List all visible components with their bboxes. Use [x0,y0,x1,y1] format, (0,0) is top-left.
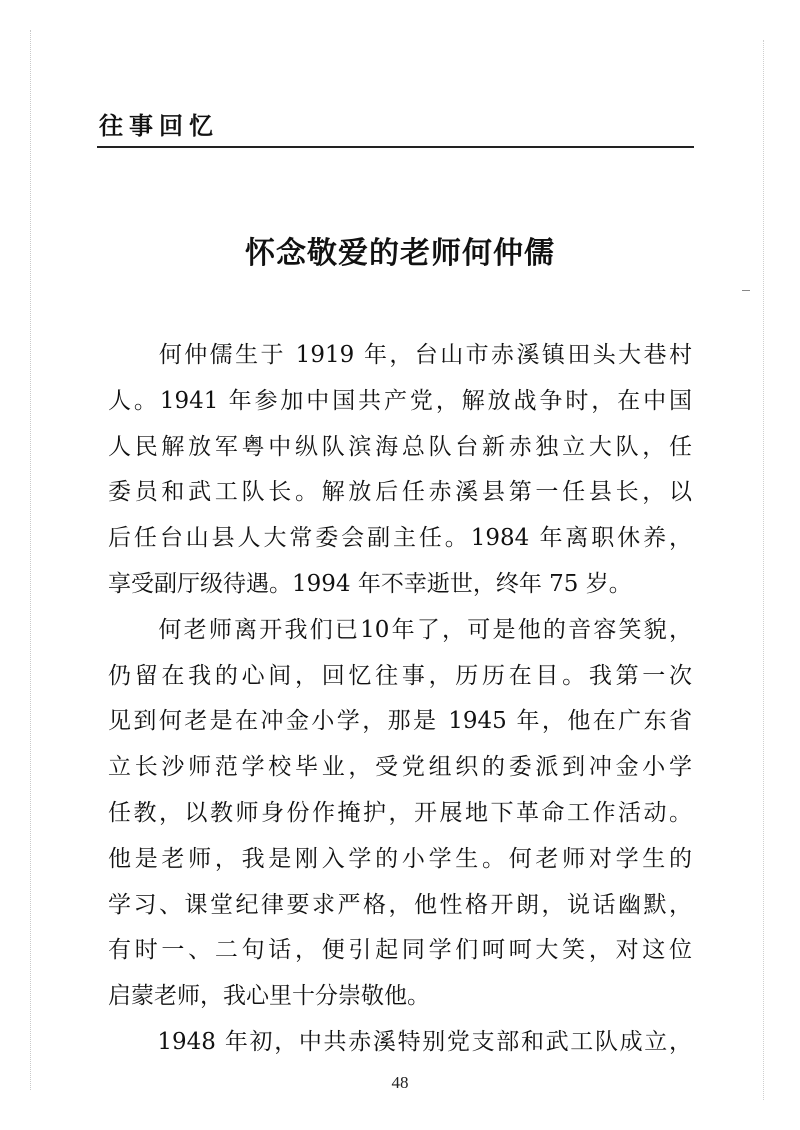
scan-mark [742,290,750,291]
body-line: 享受副厅级待遇。1994 年不幸逝世，终年 75 岁。 [108,570,632,597]
header-rule [97,146,694,148]
body-line: 任教，以教师身份作掩护，开展地下革命工作活动。 [108,799,692,826]
body-line: 有时一、二句话，便引起同学们呵呵大笑，对这位 [108,937,692,964]
scan-edge-right [763,40,764,1100]
body-line: 学习、课堂纪律要求严格，他性格开朗，说话幽默， [108,891,692,918]
body-line: 人民解放军粤中纵队滨海总队台新赤独立大队，任 [108,433,692,460]
running-header: 往事回忆 [99,111,219,140]
body-line: 委员和武工队长。解放后任赤溪县第一任县长，以 [108,479,692,506]
article-body [108,333,692,1066]
article-title: 怀念敬爱的老师何仲儒 [245,236,555,271]
body-line: 启蒙老师，我心里十分崇敬他。 [108,983,430,1010]
body-line: 何老师离开我们已10年了，可是他的音容笑貌， [108,616,692,643]
body-line: 见到何老是在冲金小学，那是 1945 年，他在广东省 [108,708,692,735]
body-line: 仍留在我的心间，回忆往事，历历在目。我第一次 [108,662,692,689]
body-line: 立长沙师范学校毕业，受党组织的委派到冲金小学 [108,754,692,781]
scan-edge-left [30,30,31,1090]
body-line: 他是老师，我是刚入学的小学生。何老师对学生的 [108,845,692,872]
body-line: 后任台山县人大常委会副主任。1984 年离职休养， [108,525,692,552]
body-line: 1948 年初，中共赤溪特别党支部和武工队成立， [108,1028,692,1055]
body-line: 人。1941 年参加中国共产党，解放战争时，在中国 [108,387,692,414]
body-line: 何仲儒生于 1919 年，台山市赤溪镇田头大巷村 [108,342,692,368]
page-number: 48 [391,1073,409,1092]
